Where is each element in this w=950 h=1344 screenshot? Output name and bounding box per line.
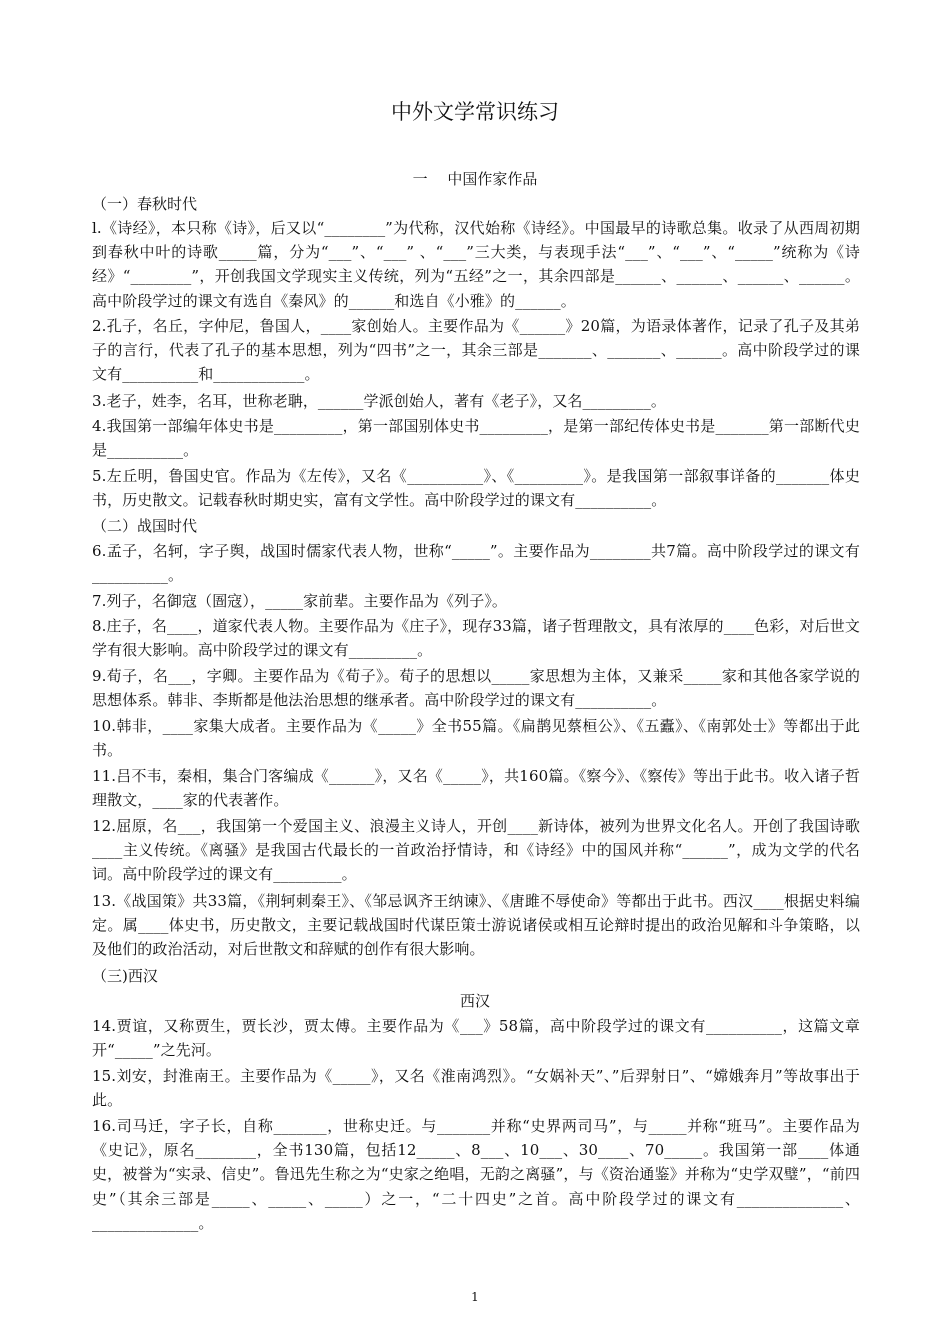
sub-heading-xihan: 西汉 xyxy=(459,992,490,1010)
section-heading: 一 中国作家作品 xyxy=(412,170,538,188)
question-7: 7.列子，名御寇（圄寇），_____家前辈。主要作品为《列子》。 xyxy=(92,592,508,610)
question-15: 15.刘安，封淮南王。主要作品为《_____》，又名《淮南鸿烈》。“女娲补天”、”后羿射日”、“嫦娥奔月”等故事出于此。 xyxy=(92,1067,860,1110)
period-heading-xihan: （三)西汉 xyxy=(92,967,158,985)
question-16: 16.司马迁，字子长，自称_______，世称史迁。与_______并称“史界两司马”，与_____并称“班马”。主要作品为《史记》，原名________，全书130篇，包括12_____、8___、10___、30____、70_____。我国第一部____体通史，被誉为“实录、信史”。鲁迅先生称之为“史家之绝唱，无韵之离骚”，与《资治通鉴》并称为“史学双璧”，“前四史”（其余三部是_____、_____、_____）之一，“二十四史”之首。高中阶段学过的课文有______________、______________。 xyxy=(92,1117,860,1232)
question-4: 4.我国第一部编年体史书是_________，第一部国别体史书_________，是第一部纪传体史书是_______第一部断代史是__________。 xyxy=(92,417,860,460)
question-10: 10.韩非，____家集大成者。主要作品为《_____》全书55篇。《扁鹊见蔡桓公》、《五蠹》、《南郭处士》等都出于此书。 xyxy=(92,717,860,760)
question-1: l.《诗经》，本只称《诗》，后又以“________”为代称，汉代始称《诗经》。中国最早的诗歌总集。收录了从西周初期到春秋中叶的诗歌_____篇，分为“___”、“___” 、“___”三大类，与表现手法“___”、“___”、“_____”统称为《诗经》“________”，开创我国文学现实主义传统，列为“五经”之一，其余四部是______、______、______、______。高中阶段学过的课文有选自《秦风》的______和选自《小雅》的______。 xyxy=(92,219,860,310)
question-11: 11.吕不韦，秦相，集合门客编成《______》，又名《_____》，共160篇。《察今》、《察传》等出于此书。收入诸子哲理散文，____家的代表著作。 xyxy=(92,767,860,810)
question-8: 8.庄子，名____，道家代表人物。主要作品为《庄子》，现存33篇，诸子哲理散文，具有浓厚的____色彩，对后世文学有很大影响。高中阶段学过的课文有_________。 xyxy=(92,617,860,660)
question-12: 12.屈原，名___，我国第一个爱国主义、浪漫主义诗人，开创____新诗体，被列为世界文化名人。开创了我国诗歌____主义传统。《离骚》是我国古代最长的一首政治抒情诗，和《诗经》中的国风并称“______”，成为文学的代名词。高中阶段学过的课文有_________。 xyxy=(92,817,860,884)
question-2: 2.孔子，名丘，字仲尼，鲁国人，____家创始人。主要作品为《______》20篇，为语录体著作，记录了孔子及其弟子的言行，代表了孔子的基本思想，列为“四书”之一，其余三部是_______、_______、______。高中阶段学过的课文有__________和____________。 xyxy=(92,317,860,384)
question-9: 9.荀子，名___，字卿。主要作品为《荀子》。荀子的思想以_____家思想为主体，又兼采_____家和其他各家学说的思想体系。韩非、李斯都是他法治思想的继承者。高中阶段学过的课文有__________。 xyxy=(92,667,860,710)
question-3: 3.老子，姓李，名耳，世称老聃，______学派创始人，著有《老子》，又名_________。 xyxy=(92,392,667,410)
page-title: 中外文学常识练习 xyxy=(391,100,559,124)
question-13: 13.《战国策》共33篇，《荆轲刺秦王》、《邹忌讽齐王纳谏》、《唐雎不辱使命》等都出于此书。西汉____根据史料编定。属____体史书，历史散文，主要记载战国时代谋臣策士游说诸侯或相互论辩时提出的政治见解和斗争策略，以及他们的政治活动，对后世散文和辞赋的创作有很大影响。 xyxy=(92,892,860,959)
question-5: 5.左丘明，鲁国史官。作品为《左传》，又名《__________》、《_________》。是我国第一部叙事详备的_______体史书，历史散文。记载春秋时期史实，富有文学性。高中阶段学过的课文有__________。 xyxy=(92,467,860,510)
period-heading-zhanguo: （二）战国时代 xyxy=(92,517,198,535)
page-number: 1 xyxy=(471,1290,479,1304)
period-heading-chunqiu: （一）春秋时代 xyxy=(92,195,198,213)
question-14: 14.贾谊，又称贾生，贾长沙，贾太傅。主要作品为《___》58篇，高中阶段学过的课文有__________，这篇文章开“_____”之先河。 xyxy=(92,1017,860,1060)
question-6: 6.孟子，名轲，字子舆，战国时儒家代表人物，世称“_____”。主要作品为________共7篇。高中阶段学过的课文有__________。 xyxy=(92,542,860,585)
